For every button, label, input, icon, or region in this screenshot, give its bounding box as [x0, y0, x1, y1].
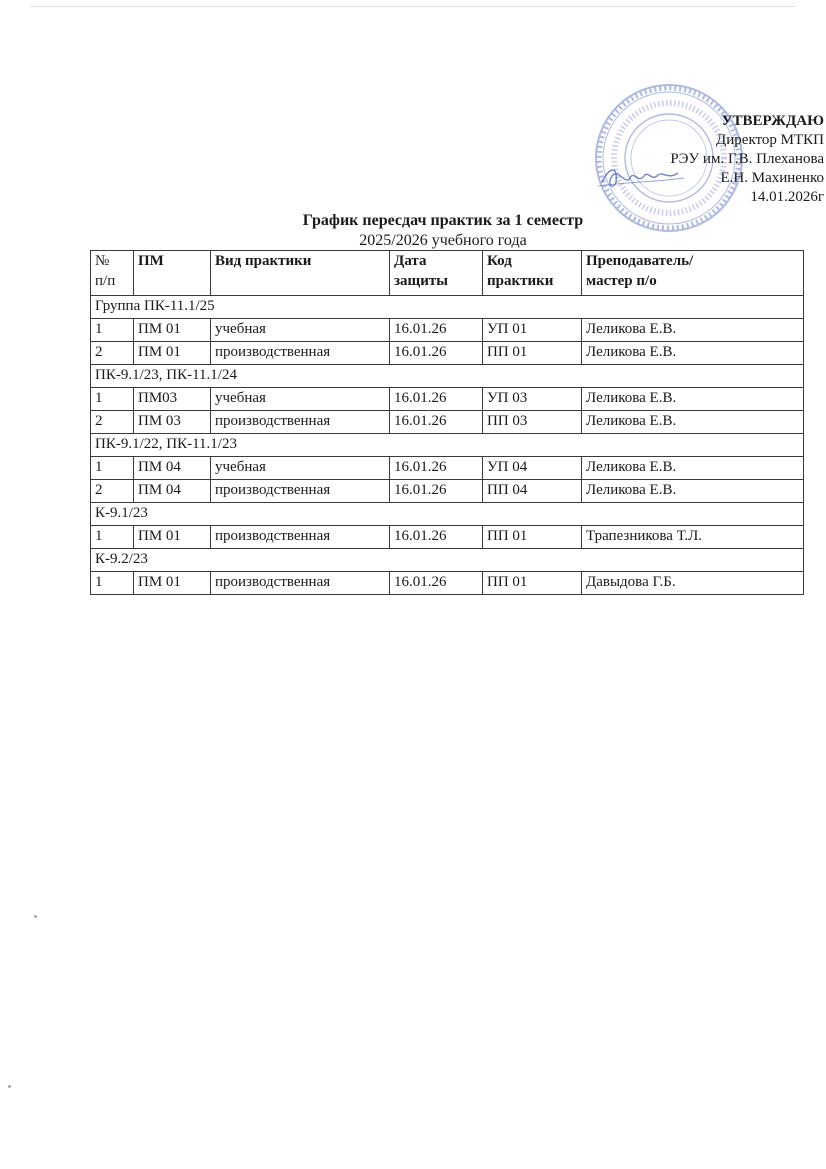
cell-number: 1	[91, 526, 134, 549]
cell-practice-type: учебная	[211, 457, 390, 480]
scan-edge-line	[30, 6, 796, 7]
cell-number: 1	[91, 457, 134, 480]
approval-title: УТВЕРЖДАЮ	[721, 113, 824, 129]
cell-practice-code: ПП 01	[483, 526, 582, 549]
document-subtitle: 2025/2026 учебного года	[359, 232, 527, 249]
header-pm: ПМ	[134, 251, 211, 296]
cell-number: 1	[91, 388, 134, 411]
cell-practice-type: производственная	[211, 342, 390, 365]
cell-pm: ПМ 01	[134, 342, 211, 365]
cell-practice-type: производственная	[211, 526, 390, 549]
cell-practice-code: УП 01	[483, 319, 582, 342]
cell-defense-date: 16.01.26	[390, 457, 483, 480]
header-number-line1: №	[95, 253, 110, 269]
header-practice-code	[483, 251, 582, 296]
header-teacher-line1: Преподаватель/	[586, 253, 694, 269]
cell-practice-type: производственная	[211, 572, 390, 595]
cell-teacher: Леликова Е.В.	[582, 319, 804, 342]
cell-teacher: Леликова Е.В.	[582, 342, 804, 365]
group-header-row	[91, 434, 804, 457]
group-name: ПК-9.1/23, ПК-11.1/24	[91, 365, 804, 388]
cell-teacher: Леликова Е.В.	[582, 388, 804, 411]
table-row	[91, 480, 804, 503]
cell-practice-code: УП 04	[483, 457, 582, 480]
cell-number: 2	[91, 480, 134, 503]
cell-practice-code: ПП 04	[483, 480, 582, 503]
cell-defense-date: 16.01.26	[390, 342, 483, 365]
schedule-table	[90, 250, 804, 595]
cell-number: 1	[91, 319, 134, 342]
table-row	[91, 572, 804, 595]
cell-teacher: Давыдова Г.Б.	[582, 572, 804, 595]
group-header-row	[91, 296, 804, 319]
cell-defense-date: 16.01.26	[390, 388, 483, 411]
scan-speck	[8, 1085, 11, 1088]
table-row	[91, 411, 804, 434]
group-header-row	[91, 549, 804, 572]
header-date-line2: защиты	[394, 273, 448, 289]
table-row	[91, 319, 804, 342]
approval-block	[564, 112, 824, 207]
cell-pm: ПМ03	[134, 388, 211, 411]
header-number	[91, 251, 134, 296]
group-header-row	[91, 503, 804, 526]
table-row	[91, 457, 804, 480]
cell-defense-date: 16.01.26	[390, 411, 483, 434]
group-name: ПК-9.1/22, ПК-11.1/23	[91, 434, 804, 457]
cell-number: 1	[91, 572, 134, 595]
cell-practice-code: ПП 01	[483, 572, 582, 595]
cell-practice-type: учебная	[211, 319, 390, 342]
cell-practice-code: УП 03	[483, 388, 582, 411]
table-row	[91, 388, 804, 411]
approval-position: Директор МТКП	[716, 132, 824, 148]
cell-practice-type: производственная	[211, 480, 390, 503]
approval-date: 14.01.2026г	[750, 189, 824, 205]
cell-number: 2	[91, 411, 134, 434]
cell-defense-date: 16.01.26	[390, 480, 483, 503]
cell-pm: ПМ 03	[134, 411, 211, 434]
cell-pm: ПМ 01	[134, 319, 211, 342]
group-name: К-9.2/23	[91, 549, 804, 572]
group-name: Группа ПК-11.1/25	[91, 296, 804, 319]
cell-defense-date: 16.01.26	[390, 319, 483, 342]
cell-pm: ПМ 01	[134, 572, 211, 595]
schedule-body	[91, 296, 804, 595]
cell-teacher: Леликова Е.В.	[582, 411, 804, 434]
group-name: К-9.1/23	[91, 503, 804, 526]
scan-speck	[34, 915, 37, 918]
approval-signatory: Е.Н. Махиненко	[720, 170, 824, 186]
header-number-line2: п/п	[95, 273, 116, 289]
header-practice-type: Вид практики	[211, 251, 390, 296]
header-teacher-line2: мастер п/о	[586, 273, 657, 289]
cell-practice-type: учебная	[211, 388, 390, 411]
document-title: График пересдач практик за 1 семестр	[302, 212, 584, 229]
header-code-line1: Код	[487, 253, 512, 269]
cell-teacher: Леликова Е.В.	[582, 457, 804, 480]
cell-defense-date: 16.01.26	[390, 526, 483, 549]
table-row	[91, 342, 804, 365]
cell-pm: ПМ 04	[134, 480, 211, 503]
group-header-row	[91, 365, 804, 388]
header-date-line1: Дата	[394, 253, 427, 269]
table-row	[91, 526, 804, 549]
cell-pm: ПМ 01	[134, 526, 211, 549]
cell-practice-type: производственная	[211, 411, 390, 434]
header-teacher	[582, 251, 804, 296]
cell-pm: ПМ 04	[134, 457, 211, 480]
cell-defense-date: 16.01.26	[390, 572, 483, 595]
header-code-line2: практики	[487, 273, 554, 289]
cell-number: 2	[91, 342, 134, 365]
cell-practice-code: ПП 01	[483, 342, 582, 365]
cell-practice-code: ПП 03	[483, 411, 582, 434]
cell-teacher: Леликова Е.В.	[582, 480, 804, 503]
header-defense-date	[390, 251, 483, 296]
approval-organization: РЭУ им. Г.В. Плеханова	[670, 151, 824, 167]
cell-teacher: Трапезникова Т.Л.	[582, 526, 804, 549]
table-header-row	[91, 251, 804, 296]
